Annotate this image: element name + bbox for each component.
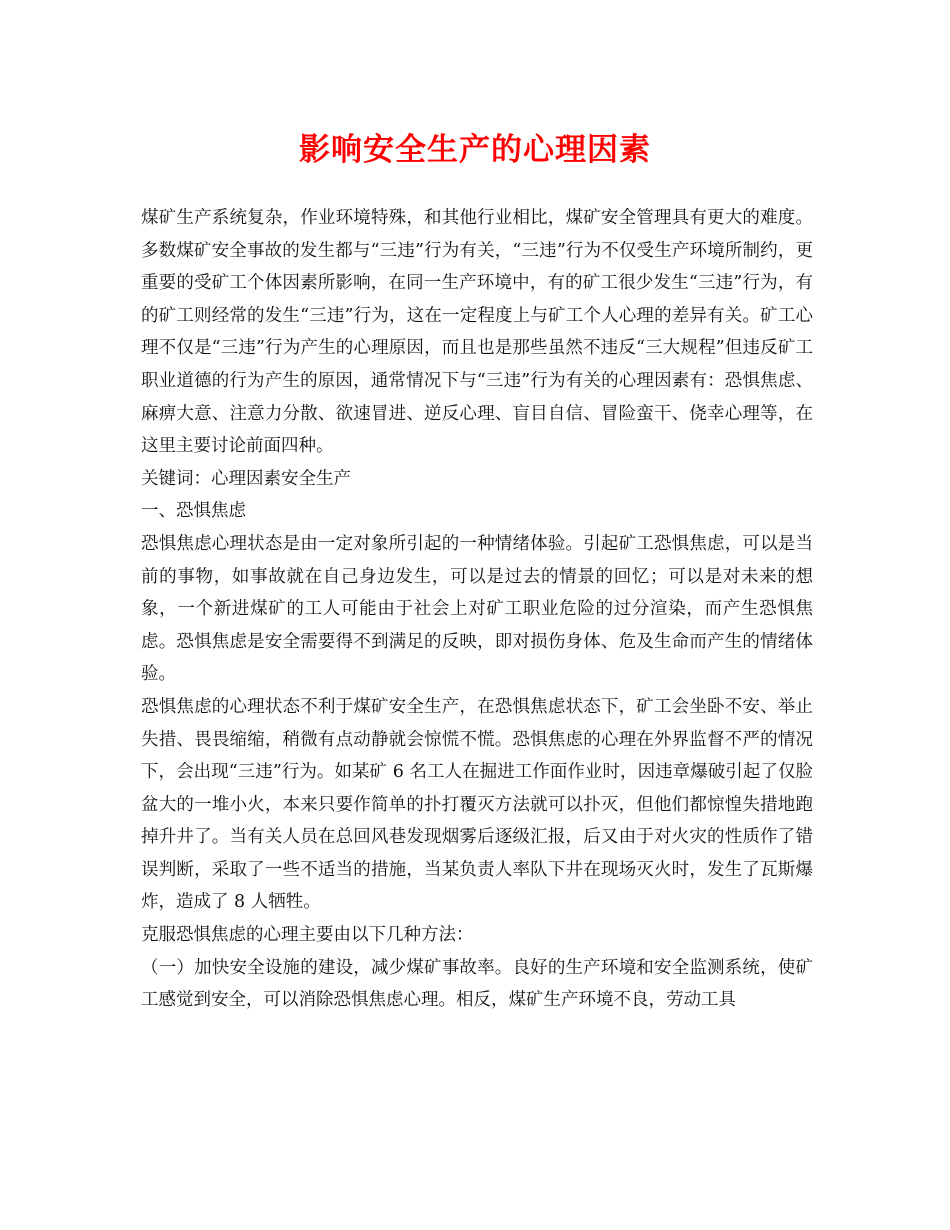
document-title: 影响安全生产的心理因素 xyxy=(299,132,651,168)
keywords-line xyxy=(141,463,813,496)
section-1-paragraph-3: 克服恐惧焦虑的心理主要由以下几种方法： xyxy=(141,925,474,946)
section-1-heading: 一、恐惧焦虑 xyxy=(141,501,246,522)
keywords-label: 关键词： xyxy=(141,468,211,489)
section-1-paragraph-1: 恐惧焦虑心理状态是由一定对象所引起的一种情绪体验。引起矿工恐惧焦虑，可以是当前的事物，如事故就在自己身边发生，可以是过去的情景的回忆；可以是对未来的想象，一个新进煤矿的工人可能由于社会上对矿工职业危险的过分渲染，而产生恐惧焦虑。恐惧焦虑是安全需要得不到满足的反映，即对损伤身体、危及生命而产生的情绪体验。 xyxy=(141,533,813,685)
document-body xyxy=(141,202,813,1017)
intro-paragraph: 煤矿生产系统复杂，作业环境特殊，和其他行业相比，煤矿安全管理具有更大的难度。多数煤矿安全事故的发生都与“三违”行为有关，“三违”行为不仅受生产环境所制约，更重要的受矿工个体因素所影响，在同一生产环境中，有的矿工很少发生“三违”行为，有的矿工则经常的发生“三违”行为，这在一定程度上与矿工个人心理的差异有关。矿工心理不仅是“三违”行为产生的心理原因，而且也是那些虽然不违反“三大规程”但违反矿工职业道德的行为产生的原因，通常情况下与“三违”行为有关的心理因素有：恐惧焦虑、麻痹大意、注意力分散、欲速冒进、逆反心理、盲目自信、冒险蛮干、侥幸心理等，在这里主要讨论前面四种。 xyxy=(141,208,813,457)
keyword-1: 心理因素 xyxy=(211,468,281,489)
section-1-paragraph-2: 恐惧焦虑的心理状态不利于煤矿安全生产，在恐惧焦虑状态下，矿工会坐卧不安、举止失措、畏畏缩缩，稍微有点动静就会惊慌不慌。恐惧焦虑的心理在外界监督不严的情况下，会出现“三违”行为。如某矿 6 名工人在掘进工作面作业时，因违章爆破引起了仅脸盆大的一堆小火，本来只要作简单的扑打覆灭方法就可以扑灭，但他们都惊惶失措地跑掉升井了。当有关人员在总回风巷发现烟雾后逐级汇报，后又由于对火灾的性质作了错误判断，采取了一些不适当的措施，当某负责人率队下井在现场灭火时，发生了瓦斯爆炸，造成了 8 人牺牲。 xyxy=(141,696,813,913)
keyword-2: 安全生产 xyxy=(281,468,351,489)
section-1-item-1: （一）加快安全设施的建设，减少煤矿事故率。良好的生产环境和安全监测系统，使矿工感觉到安全，可以消除恐惧焦虑心理。相反，煤矿生产环境不良，劳动工具 xyxy=(141,957,813,1011)
